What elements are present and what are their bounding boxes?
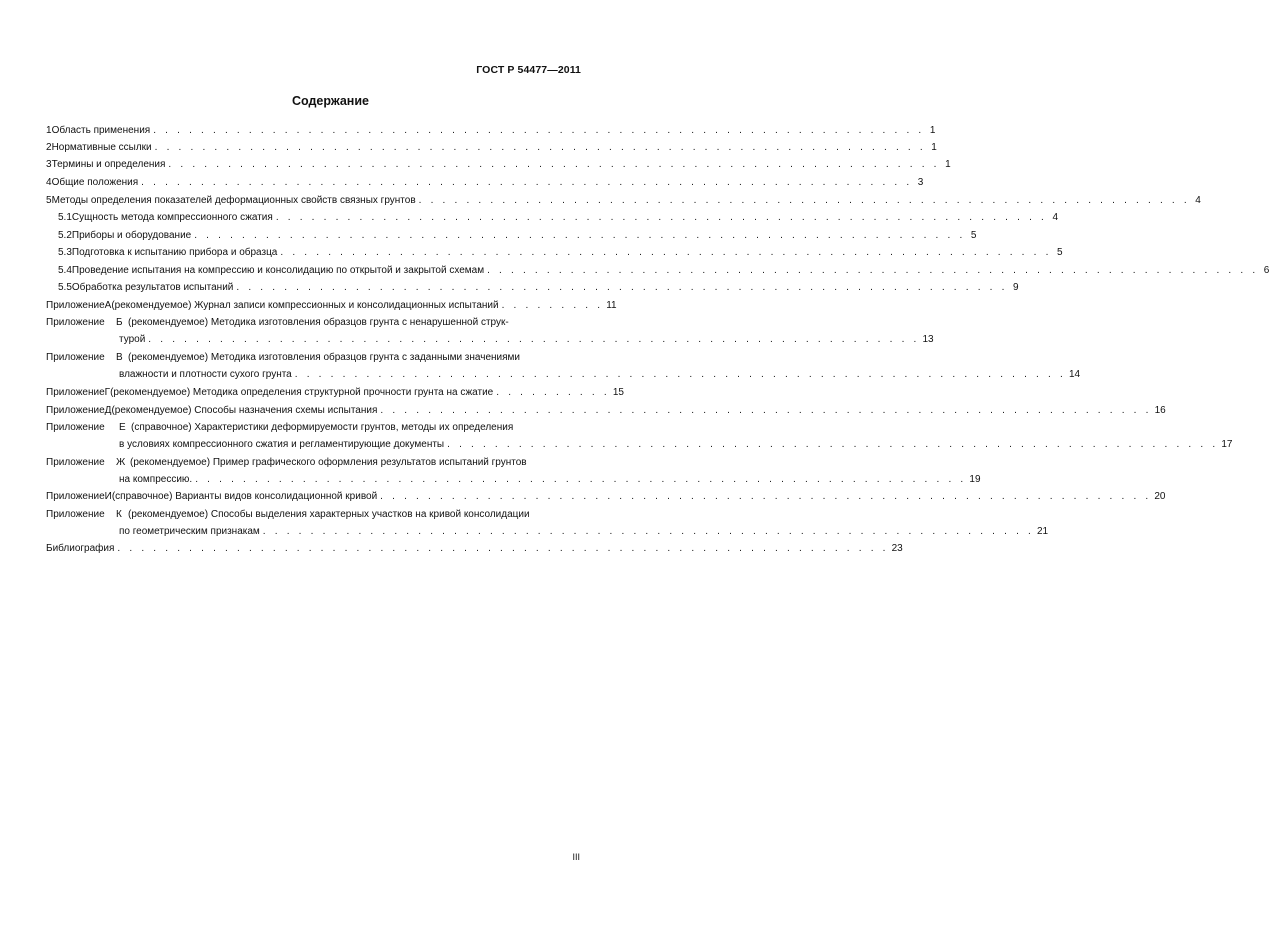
toc-entry[interactable] <box>46 540 903 554</box>
toc-number: 5.1 <box>58 212 72 223</box>
leader-dots: . . . . . . . . . . . . . . . . . . . . . . . . . . . . . . . . . . . . . . . . . . . . . . . . . . . . . . . . . . . . . . . . . <box>117 543 889 554</box>
toc-number: 5 <box>46 195 52 206</box>
toc-text: (рекомендуемое) Пример графического оформления результатов испытаний грунтов <box>130 457 527 468</box>
toc-page: 17 <box>1221 439 1233 450</box>
leader-dots: . . . . . . . . . . . . . . . . . . . . . . . . . . . . . . . . . . . . . . . . . . . . . . . . . . . . . . . . . . . . . . . . . <box>236 282 1008 293</box>
toc-page: 15 <box>612 387 624 398</box>
leader-dots: . . . . . . . . . . . . . . . . . . . . . . . . . . . . . . . . . . . . . . . . . . . . . . . . . . . . . . . . . . . . . . . . . <box>294 369 1066 380</box>
appendix-prefix: Приложение <box>46 387 105 398</box>
toc-page: 5 <box>970 230 977 241</box>
toc-entry[interactable] <box>46 279 1019 293</box>
toc-continuation[interactable] <box>46 436 1233 450</box>
leader-dots: . . . . . . . . . . . . . . . . . . . . . . . . . . . . . . . . . . . . . . . . . . . . . . . . . . . . . . . . . . . . . . . . . <box>418 195 1190 206</box>
toc-text: Сущность метода компрессионного сжатия <box>71 212 273 223</box>
toc-page: 13 <box>922 334 934 345</box>
leader-dots: . . . . . . . . . . . . . . . . . . . . . . . . . . . . . . . . . . . . . . . . . . . . . . . . . . . . . . . . . . . . . . . . . <box>380 491 1152 502</box>
toc-page: 3 <box>917 177 924 188</box>
toc-number: 3 <box>46 159 52 170</box>
toc-text: (рекомендуемое) Способы назначения схемы испытания <box>111 405 378 416</box>
toc-page: 21 <box>1037 526 1049 537</box>
toc-page: 23 <box>891 543 903 554</box>
page-number: III <box>572 852 580 862</box>
toc-number: 4 <box>46 177 52 188</box>
toc-text: (справочное) Варианты видов консолидационной кривой <box>111 491 378 502</box>
toc-number: 5.4 <box>58 265 72 276</box>
toc-page: 1 <box>929 125 936 136</box>
toc-appendix-entry[interactable] <box>46 419 583 433</box>
toc-text: (рекомендуемое) Способы выделения характерных участков на кривой консолидации <box>128 509 530 520</box>
toc-entry[interactable] <box>46 227 977 241</box>
toc-text: Обработка результатов испытаний <box>71 282 234 293</box>
toc-page: 14 <box>1068 369 1081 380</box>
appendix-letter: Е <box>119 422 126 433</box>
leader-dots: . . . . . . . . . . . . . . . . . . . . . . . . . . . . . . . . . . . . . . . . . . . . . . . . . . . . . . . . . . . . . . . . . <box>447 439 1219 450</box>
toc-text: (рекомендуемое) Методика изготовления образцов грунта с заданными значениями <box>128 352 521 363</box>
toc-number: 2 <box>46 142 52 153</box>
appendix-prefix: Приложение <box>46 300 105 311</box>
toc-text: (рекомендуемое) Методика определения структурной прочности грунта на сжатие <box>110 387 494 398</box>
leader-dots: . . . . . . . . . . . . . . . . . . . . . . . . . . . . . . . . . . . . . . . . . . . . . . . . . . . . . . . . . . . . . . . . . <box>141 177 913 188</box>
appendix-letter: Д <box>104 405 112 416</box>
toc-page: 1 <box>931 142 937 153</box>
appendix-prefix: Приложение <box>46 509 105 520</box>
toc-entry[interactable] <box>46 262 1269 276</box>
toc-number: 5.5 <box>58 282 72 293</box>
page-title: Содержание <box>291 94 369 108</box>
toc-entry[interactable] <box>46 174 924 188</box>
toc-continuation[interactable] <box>46 331 934 345</box>
toc-entry[interactable] <box>46 192 1201 206</box>
toc-text-cont: по геометрическим признакам <box>119 526 260 537</box>
appendix-letter: Г <box>104 387 111 398</box>
toc-page: 5 <box>1057 247 1063 258</box>
toc-page: 11 <box>606 300 617 311</box>
appendix-letter: И <box>104 491 112 502</box>
toc-appendix-entry[interactable] <box>46 402 1166 416</box>
doc-code: ГОСТ Р 54477—2011 <box>476 64 581 76</box>
toc-text: Библиография <box>46 543 115 554</box>
leader-dots: . . . . . . . . . . . . . . . . . . . . . . . . . . . . . . . . . . . . . . . . . . . . . . . . . . . . . . . . . . . . . . . . . <box>154 142 926 153</box>
leader-dots: . . . . . . . . . . . . . . . . . . . . . . . . . . . . . . . . . . . . . . . . . . . . . . . . . . . . . . . . . . . . . . . . . <box>380 405 1152 416</box>
toc-text-cont: турой <box>119 334 146 345</box>
toc-appendix-entry[interactable] <box>46 349 583 363</box>
toc-entry[interactable] <box>46 122 936 136</box>
toc-page: 20 <box>1154 491 1166 502</box>
appendix-prefix: Приложение <box>46 457 105 468</box>
toc-page: 16 <box>1154 405 1166 416</box>
appendix-prefix: Приложение <box>46 491 105 502</box>
leader-dots: . . . . . . . . . . . . . . . . . . . . . . . . . . . . . . . . . . . . . . . . . . . . . . . . . . . . . . . . . . . . . . . . . <box>195 474 967 485</box>
toc-text: Подготовка к испытанию прибора и образца <box>71 247 278 258</box>
toc-appendix-entry[interactable] <box>46 314 583 328</box>
toc-number: 5.2 <box>58 230 72 241</box>
leader-dots: . . . . . . . . . . . . . . . . . . . . . . . . . . . . . . . . . . . . . . . . . . . . . . . . . . . . . . . . . . . . . . . . . <box>487 265 1259 276</box>
toc-page: 4 <box>1052 212 1059 223</box>
leader-dots: . . . . . . . . . . . . . . . . . . . . . . . . . . . . . . . . . . . . . . . . . . . . . . . . . . . . . . . . . . . . . . . . . <box>275 212 1048 223</box>
toc-page: 4 <box>1195 195 1201 206</box>
toc-page: 1 <box>945 159 951 170</box>
toc-entry[interactable] <box>46 209 1059 223</box>
appendix-prefix: Приложение <box>46 405 105 416</box>
toc-entry[interactable] <box>46 156 951 170</box>
toc-text: (рекомендуемое) Методика изготовления образцов грунта с ненарушенной струк- <box>128 317 509 328</box>
toc-text: (справочное) Характеристики деформируемости грунтов, методы их определения <box>131 422 514 433</box>
toc-text: (рекомендуемое) Журнал записи компрессионных и консолидационных испытаний <box>111 300 499 311</box>
toc-text-cont: в условиях компрессионного сжатия и регламентирующие документы <box>119 439 445 450</box>
leader-dots: . . . . . . . . . . . . . . . . . . . . . . . . . . . . . . . . . . . . . . . . . . . . . . . . . . . . . . . . . . . . . . . . . <box>148 334 920 345</box>
toc-text-cont: на компрессию. <box>119 474 193 485</box>
toc-continuation[interactable] <box>46 523 1049 537</box>
toc-appendix-entry[interactable] <box>46 488 1166 502</box>
leader-dots: . . . . . . . . . . . . . . . . . . . . . . . . . . . . . . . . . . . . . . . . . . . . . . . . . . . . . . . . . . . . . . . . . <box>194 230 966 241</box>
toc-page: 19 <box>969 474 981 485</box>
appendix-letter: А <box>104 300 112 311</box>
leader-dots: . . . . . . . . . . . . . . . . . . . . . . . . . . . . . . . . . . . . . . . . . . . . . . . . . . . . . . . . . . . . . . . . . <box>153 125 925 136</box>
toc-text: Методы определения показателей деформационных свойств связных грунтов <box>51 195 416 206</box>
leader-dots: . . . . . . . . . . . . . . . . . . . . . . . . . . . . . . . . . . . . . . . . . . . . . . . . . . . . . . . . . . . . . . . . . <box>168 159 940 170</box>
toc-page: 9 <box>1013 282 1019 293</box>
leader-dots: . . . . . . . . . . . . . . . . . . . . . . . . . . . . . . . . . . . . . . . . . . . . . . . . . . . . . . . . . . . . . . . . . <box>262 526 1034 537</box>
toc-text: Нормативные ссылки <box>51 142 152 153</box>
toc-text-cont: влажности и плотности сухого грунта <box>119 369 292 380</box>
toc-text: Термины и определения <box>51 159 166 170</box>
appendix-letter: В <box>116 352 123 363</box>
toc-text: Общие положения <box>51 177 139 188</box>
toc-number: 1 <box>46 125 52 136</box>
appendix-letter: К <box>116 509 122 520</box>
leader-dots: . . . . . . . . . <box>501 300 604 311</box>
leader-dots: . . . . . . . . . . . . . . . . . . . . . . . . . . . . . . . . . . . . . . . . . . . . . . . . . . . . . . . . . . . . . . . . . <box>280 247 1052 258</box>
appendix-letter: Б <box>116 317 123 328</box>
leader-dots: . . . . . . . . . . <box>496 387 610 398</box>
toc-page: 6 <box>1263 265 1269 276</box>
toc-appendix-entry[interactable] <box>46 297 617 311</box>
toc-appendix-entry[interactable] <box>46 384 624 398</box>
toc-appendix-entry[interactable] <box>46 454 583 468</box>
toc-entry[interactable] <box>46 244 1063 258</box>
appendix-prefix: Приложение <box>46 422 105 433</box>
toc-text: Приборы и оборудование <box>71 230 192 241</box>
toc-number: 5.3 <box>58 247 72 258</box>
appendix-prefix: Приложение <box>46 317 105 328</box>
toc-entry[interactable] <box>46 139 937 153</box>
appendix-letter: Ж <box>116 457 126 468</box>
toc-continuation[interactable] <box>46 366 1081 380</box>
toc-appendix-entry[interactable] <box>46 506 583 520</box>
toc-text: Проведение испытания на компрессию и консолидацию по открытой и закрытой схемам <box>71 265 485 276</box>
appendix-prefix: Приложение <box>46 352 105 363</box>
toc-text: Область применения <box>51 125 151 136</box>
toc-continuation[interactable] <box>46 471 981 485</box>
